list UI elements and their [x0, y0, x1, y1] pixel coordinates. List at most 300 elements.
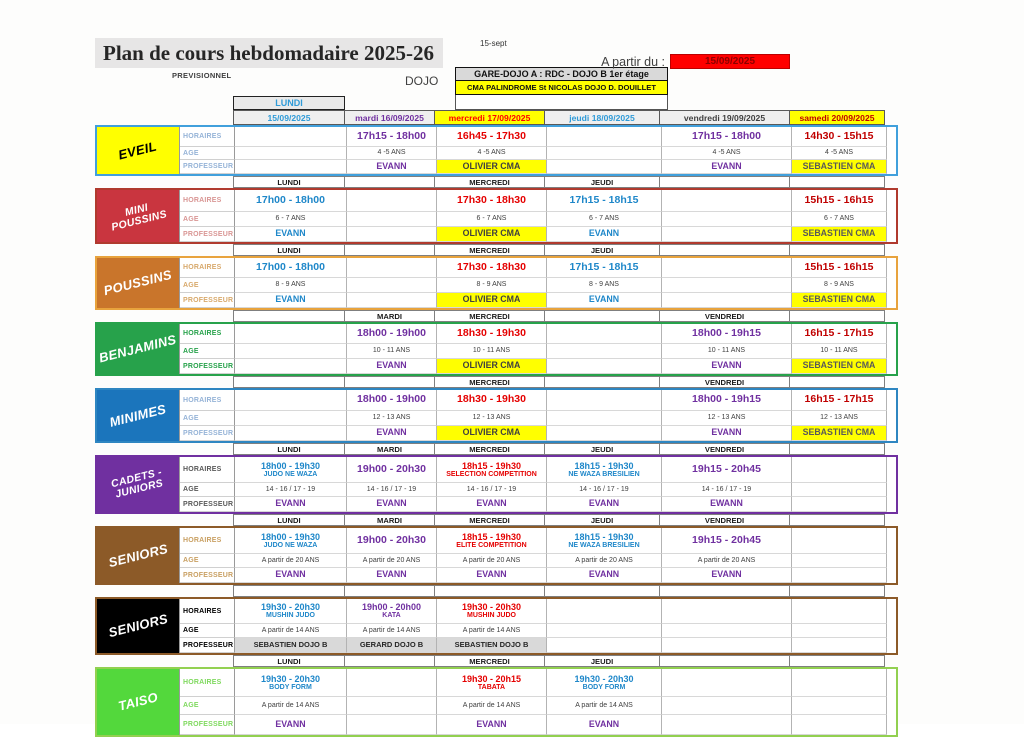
- strip-left-blank2: [178, 585, 233, 597]
- age-text: 10 - 11 ANS: [820, 347, 858, 355]
- strip-left-blank2: [178, 244, 233, 256]
- cell-eveil-jeudi-professeur: [547, 160, 662, 174]
- cell-minimes-samedi-professeur: SEBASTIEN CMA: [792, 426, 887, 441]
- row-label-eveil-horaires: HORAIRES: [180, 127, 235, 147]
- strip-cadets-juniors-samedi: [790, 443, 885, 455]
- cell-poussins-vendredi-professeur: [662, 293, 792, 308]
- cell-benjamins-lundi-professeur: [235, 359, 347, 374]
- strip-poussins-mercredi: MERCREDI: [435, 244, 545, 256]
- cell-seniors-mardi-horaires: [347, 528, 437, 554]
- row-label-mini-poussins-professeur: PROFESSEUR: [180, 227, 235, 242]
- cell-eveil-vendredi-age: [662, 147, 792, 160]
- cell-cadets-juniors-mardi-professeur: EVANN: [347, 497, 437, 512]
- age-text: 4 -5 ANS: [712, 149, 741, 157]
- group-label-seniors-dojo-b: [97, 599, 180, 653]
- cell-taiso-mercredi-age: [437, 697, 547, 715]
- strip-benjamins-mardi: MARDI: [345, 310, 435, 322]
- row-label-poussins-professeur: PROFESSEUR: [180, 293, 235, 308]
- session-time: 19h00 - 20h30: [357, 533, 426, 546]
- age-text: A partir de 14 ANS: [362, 626, 421, 634]
- cell-benjamins-mardi-age: [347, 344, 437, 359]
- cell-eveil-mardi-age: [347, 147, 437, 160]
- cell-seniors-dojo-b-samedi-professeur: [792, 638, 887, 653]
- strip-minimes-jeudi: [545, 376, 660, 388]
- strip-mini-poussins-vendredi: [660, 176, 790, 188]
- cell-cadets-juniors-lundi-horaires: [235, 457, 347, 483]
- age-text: 14 - 16 / 17 - 19: [701, 485, 752, 493]
- cell-taiso-samedi-age: [792, 697, 887, 715]
- cell-mini-poussins-lundi-professeur: EVANN: [235, 227, 347, 242]
- session-time: 19h30 - 20h30: [260, 673, 321, 684]
- location-empty-box: [455, 95, 668, 110]
- session-activity: JUDO NE WAZA: [263, 541, 318, 549]
- strip-poussins-mardi: [345, 244, 435, 256]
- cell-cadets-juniors-mercredi-professeur: EVANN: [437, 497, 547, 512]
- day-strip-poussins: [95, 244, 898, 256]
- cell-seniors-dojo-b-vendredi-professeur: [662, 638, 792, 653]
- group-block-eveil: [95, 125, 898, 176]
- row-label-cadets-juniors-professeur: PROFESSEUR: [180, 497, 235, 512]
- cell-seniors-dojo-b-vendredi-horaires: [662, 599, 792, 624]
- strip-mini-poussins-mercredi: MERCREDI: [435, 176, 545, 188]
- strip-poussins-samedi: [790, 244, 885, 256]
- strip-spacer: [885, 514, 898, 526]
- age-text: 14 - 16 / 17 - 19: [366, 485, 417, 493]
- cell-seniors-jeudi-horaires: [547, 528, 662, 554]
- cell-benjamins-mercredi-age: [437, 344, 547, 359]
- group-label-seniors: [97, 528, 180, 583]
- strip-left-blank: [95, 443, 178, 455]
- cell-mini-poussins-lundi-age: [235, 212, 347, 227]
- row-label-mini-poussins-horaires: HORAIRES: [180, 190, 235, 212]
- cell-cadets-juniors-vendredi-professeur: EWANN: [662, 497, 792, 512]
- group-block-mini-poussins: [95, 188, 898, 244]
- strip-seniors-dojo-b-samedi: [790, 585, 885, 597]
- row-label-taiso-horaires: HORAIRES: [180, 669, 235, 697]
- note-date: 15-sept: [480, 39, 507, 48]
- cell-benjamins-mercredi-professeur: OLIVIER CMA: [437, 359, 547, 374]
- cell-seniors-dojo-b-jeudi-age: [547, 624, 662, 638]
- cell-mini-poussins-vendredi-professeur: [662, 227, 792, 242]
- cell-poussins-vendredi-horaires: [662, 258, 792, 278]
- strip-seniors-dojo-b-lundi: [233, 585, 345, 597]
- cell-minimes-jeudi-horaires: [547, 390, 662, 411]
- row-label-eveil-professeur: PROFESSEUR: [180, 160, 235, 174]
- session-time: 17h30 - 18h30: [457, 260, 526, 273]
- row-label-seniors-dojo-b-professeur: PROFESSEUR: [180, 638, 235, 653]
- cell-poussins-mercredi-horaires: [437, 258, 547, 278]
- cell-seniors-dojo-b-mardi-horaires: [347, 599, 437, 624]
- block-right-spacer: [887, 390, 900, 441]
- start-date-box: 15/09/2025: [670, 54, 790, 69]
- monday-header-box: LUNDI: [233, 96, 345, 110]
- cell-mini-poussins-samedi-horaires: [792, 190, 887, 212]
- session-time: 19h15 - 20h45: [692, 533, 761, 546]
- strip-cadets-juniors-vendredi: VENDREDI: [660, 443, 790, 455]
- row-label-minimes-horaires: HORAIRES: [180, 390, 235, 411]
- day-strip-cadets-juniors: [95, 443, 898, 455]
- cell-seniors-dojo-b-mercredi-professeur: SEBASTIEN DOJO B: [437, 638, 547, 653]
- cell-mini-poussins-lundi-horaires: [235, 190, 347, 212]
- row-label-seniors-dojo-b-horaires: HORAIRES: [180, 599, 235, 624]
- strip-minimes-lundi: [233, 376, 345, 388]
- cell-eveil-vendredi-professeur: EVANN: [662, 160, 792, 174]
- col-header-jeudi: jeudi 18/09/2025: [545, 110, 660, 125]
- cell-cadets-juniors-lundi-professeur: EVANN: [235, 497, 347, 512]
- cell-mini-poussins-samedi-age: [792, 212, 887, 227]
- row-label-mini-poussins-age: AGE: [180, 212, 235, 227]
- row-label-benjamins-age: AGE: [180, 344, 235, 359]
- strip-spacer: [885, 176, 898, 188]
- cell-cadets-juniors-samedi-horaires: [792, 457, 887, 483]
- cell-eveil-jeudi-age: [547, 147, 662, 160]
- cell-eveil-lundi-professeur: [235, 160, 347, 174]
- session-time: 18h15 - 19h30: [461, 531, 522, 542]
- cell-cadets-juniors-lundi-age: [235, 483, 347, 497]
- col-header-mercredi: mercredi 17/09/2025: [435, 110, 545, 125]
- age-text: 12 - 13 ANS: [372, 414, 411, 422]
- cell-eveil-mercredi-horaires: [437, 127, 547, 147]
- location-line-1: GARE-DOJO A : RDC - DOJO B 1er étage: [455, 67, 668, 81]
- session-activity: ELITE COMPETITION: [456, 541, 527, 549]
- strip-cadets-juniors-jeudi: JEUDI: [545, 443, 660, 455]
- session-time: 18h30 - 19h30: [457, 393, 526, 406]
- group-label-text: CADETS - JUNIORS: [109, 466, 165, 502]
- strip-benjamins-lundi: [233, 310, 345, 322]
- cell-seniors-vendredi-age: [662, 554, 792, 568]
- strip-cadets-juniors-lundi: LUNDI: [233, 443, 345, 455]
- row-label-eveil-age: AGE: [180, 147, 235, 160]
- group-label-text: MINIMES: [108, 400, 168, 430]
- session-time: 18h00 - 19h00: [357, 393, 426, 406]
- cell-benjamins-lundi-age: [235, 344, 347, 359]
- group-label-eveil: [97, 127, 180, 174]
- cell-eveil-samedi-age: [792, 147, 887, 160]
- session-time: 19h00 - 20h30: [357, 462, 426, 475]
- session-time: 18h00 - 19h15: [692, 393, 761, 406]
- cell-taiso-mardi-horaires: [347, 669, 437, 697]
- strip-seniors-samedi: [790, 514, 885, 526]
- cell-mini-poussins-jeudi-horaires: [547, 190, 662, 212]
- age-text: A partir de 20 ANS: [575, 556, 633, 564]
- cell-eveil-jeudi-horaires: [547, 127, 662, 147]
- strip-taiso-mardi: [345, 655, 435, 667]
- strip-seniors-dojo-b-vendredi: [660, 585, 790, 597]
- cell-seniors-mardi-professeur: EVANN: [347, 568, 437, 583]
- cell-cadets-juniors-jeudi-age: [547, 483, 662, 497]
- cell-minimes-jeudi-professeur: [547, 426, 662, 441]
- cell-taiso-jeudi-age: [547, 697, 662, 715]
- age-text: 12 - 13 ANS: [472, 414, 511, 422]
- session-activity: KATA: [382, 612, 401, 620]
- age-text: A partir de 14 ANS: [261, 701, 320, 709]
- row-label-seniors-professeur: PROFESSEUR: [180, 568, 235, 583]
- row-label-seniors-age: AGE: [180, 554, 235, 568]
- row-label-benjamins-professeur: PROFESSEUR: [180, 359, 235, 374]
- cell-eveil-lundi-horaires: [235, 127, 347, 147]
- session-time: 18h15 - 19h30: [574, 531, 634, 542]
- col-header-vendredi: vendredi 19/09/2025: [660, 110, 790, 125]
- session-time: 17h15 - 18h00: [357, 129, 426, 142]
- cell-mini-poussins-mercredi-age: [437, 212, 547, 227]
- cell-minimes-lundi-horaires: [235, 390, 347, 411]
- cell-cadets-juniors-mercredi-age: [437, 483, 547, 497]
- row-label-seniors-horaires: HORAIRES: [180, 528, 235, 554]
- cell-seniors-jeudi-age: [547, 554, 662, 568]
- block-right-spacer: [887, 127, 900, 174]
- session-time: 17h15 - 18h00: [692, 129, 761, 142]
- age-text: A partir de 14 ANS: [462, 701, 521, 709]
- strip-mini-poussins-samedi: [790, 176, 885, 188]
- start-from-label: A partir du :: [601, 55, 665, 69]
- day-strip-minimes: [95, 376, 898, 388]
- age-text: A partir de 14 ANS: [462, 626, 521, 634]
- cell-taiso-lundi-horaires: [235, 669, 347, 697]
- strip-benjamins-samedi: [790, 310, 885, 322]
- strip-benjamins-mercredi: MERCREDI: [435, 310, 545, 322]
- session-time: 16h45 - 17h30: [457, 129, 526, 142]
- cell-benjamins-mardi-horaires: [347, 324, 437, 344]
- cell-benjamins-samedi-age: [792, 344, 887, 359]
- cell-seniors-dojo-b-lundi-age: [235, 624, 347, 638]
- session-time: 17h00 - 18h00: [256, 260, 325, 273]
- row-label-minimes-age: AGE: [180, 411, 235, 426]
- session-time: 17h00 - 18h00: [256, 193, 325, 206]
- session-time: 15h15 - 16h15: [804, 193, 874, 206]
- cell-minimes-samedi-horaires: [792, 390, 887, 411]
- strip-left-blank2: [178, 176, 233, 188]
- cell-eveil-mardi-professeur: EVANN: [347, 160, 437, 174]
- cell-minimes-mardi-age: [347, 411, 437, 426]
- row-label-poussins-age: AGE: [180, 278, 235, 293]
- age-text: 14 - 16 / 17 - 19: [265, 485, 316, 493]
- session-time: 18h15 - 19h30: [574, 460, 634, 471]
- age-text: 8 - 9 ANS: [589, 281, 619, 289]
- day-strip-benjamins: [95, 310, 898, 322]
- row-label-cadets-juniors-horaires: HORAIRES: [180, 457, 235, 483]
- group-label-benjamins: [97, 324, 180, 374]
- cell-seniors-dojo-b-samedi-horaires: [792, 599, 887, 624]
- cell-minimes-vendredi-horaires: [662, 390, 792, 411]
- cell-seniors-mercredi-horaires: [437, 528, 547, 554]
- cell-taiso-jeudi-professeur: EVANN: [547, 715, 662, 735]
- row-label-poussins-horaires: HORAIRES: [180, 258, 235, 278]
- cell-benjamins-mardi-professeur: EVANN: [347, 359, 437, 374]
- strip-left-blank2: [178, 376, 233, 388]
- group-label-text: SENIORS: [106, 611, 170, 641]
- cell-seniors-dojo-b-mardi-professeur: GERARD DOJO B: [347, 638, 437, 653]
- session-time: 18h00 - 19h15: [692, 326, 761, 339]
- session-time: 19h00 - 20h00: [361, 602, 422, 613]
- strip-left-blank: [95, 655, 178, 667]
- cell-mini-poussins-mardi-horaires: [347, 190, 437, 212]
- strip-minimes-samedi: [790, 376, 885, 388]
- block-right-spacer: [887, 669, 900, 735]
- cell-taiso-samedi-professeur: [792, 715, 887, 735]
- cell-cadets-juniors-vendredi-horaires: [662, 457, 792, 483]
- strip-taiso-vendredi: [660, 655, 790, 667]
- age-text: 8 - 9 ANS: [824, 281, 854, 289]
- cell-seniors-dojo-b-jeudi-horaires: [547, 599, 662, 624]
- cell-taiso-mardi-professeur: [347, 715, 437, 735]
- session-activity: NE WAZA BRESILIEN: [568, 470, 640, 478]
- strip-minimes-mercredi: MERCREDI: [435, 376, 545, 388]
- cell-minimes-mardi-professeur: EVANN: [347, 426, 437, 441]
- cell-seniors-samedi-horaires: [792, 528, 887, 554]
- session-activity: MUSHIN JUDO: [466, 612, 516, 620]
- cell-seniors-dojo-b-lundi-professeur: SEBASTIEN DOJO B: [235, 638, 347, 653]
- col-header-mardi: mardi 16/09/2025: [345, 110, 435, 125]
- strip-left-blank: [95, 514, 178, 526]
- group-block-benjamins: [95, 322, 898, 376]
- cell-benjamins-vendredi-horaires: [662, 324, 792, 344]
- group-label-text: SENIORS: [106, 540, 170, 570]
- age-text: 10 - 11 ANS: [472, 347, 511, 355]
- strip-poussins-vendredi: [660, 244, 790, 256]
- cell-seniors-samedi-professeur: [792, 568, 887, 583]
- group-label-text: BENJAMINS: [97, 331, 179, 366]
- cell-minimes-lundi-professeur: [235, 426, 347, 441]
- cell-seniors-dojo-b-lundi-horaires: [235, 599, 347, 624]
- strip-seniors-lundi: LUNDI: [233, 514, 345, 526]
- day-strip-mini-poussins: [95, 176, 898, 188]
- cell-minimes-mercredi-age: [437, 411, 547, 426]
- strip-benjamins-jeudi: [545, 310, 660, 322]
- strip-mini-poussins-lundi: LUNDI: [233, 176, 345, 188]
- date-row-spacer: [885, 110, 898, 125]
- cell-eveil-lundi-age: [235, 147, 347, 160]
- row-label-taiso-professeur: PROFESSEUR: [180, 715, 235, 735]
- cell-taiso-mercredi-horaires: [437, 669, 547, 697]
- group-block-poussins: [95, 256, 898, 310]
- age-text: 14 - 16 / 17 - 19: [579, 485, 629, 493]
- cell-seniors-vendredi-horaires: [662, 528, 792, 554]
- row-label-taiso-age: AGE: [180, 697, 235, 715]
- cell-seniors-jeudi-professeur: EVANN: [547, 568, 662, 583]
- cell-taiso-samedi-horaires: [792, 669, 887, 697]
- session-time: 16h15 - 17h15: [804, 393, 874, 406]
- cell-seniors-mercredi-age: [437, 554, 547, 568]
- cell-mini-poussins-vendredi-horaires: [662, 190, 792, 212]
- cell-taiso-vendredi-professeur: [662, 715, 792, 735]
- date-row-left-blank: [95, 110, 178, 125]
- group-label-poussins: [97, 258, 180, 308]
- age-text: 8 - 9 ANS: [275, 281, 306, 289]
- strip-spacer: [885, 244, 898, 256]
- cell-minimes-mercredi-horaires: [437, 390, 547, 411]
- cell-cadets-juniors-vendredi-age: [662, 483, 792, 497]
- session-time: 18h00 - 19h30: [260, 460, 321, 471]
- age-text: 8 - 9 ANS: [476, 281, 507, 289]
- age-text: 10 - 11 ANS: [372, 347, 411, 355]
- schedule-table: [95, 110, 898, 737]
- cell-benjamins-lundi-horaires: [235, 324, 347, 344]
- session-time: 18h15 - 19h30: [461, 460, 522, 471]
- strip-seniors-dojo-b-mercredi: [435, 585, 545, 597]
- session-time: 18h00 - 19h30: [260, 531, 321, 542]
- cell-poussins-mercredi-age: [437, 278, 547, 293]
- cell-cadets-juniors-samedi-professeur: [792, 497, 887, 512]
- col-header-lundi: 15/09/2025: [233, 110, 345, 125]
- group-block-seniors-dojo-b: [95, 597, 898, 655]
- cell-seniors-dojo-b-mercredi-age: [437, 624, 547, 638]
- strip-left-blank: [95, 244, 178, 256]
- session-time: 19h30 - 20h30: [574, 673, 634, 684]
- cell-cadets-juniors-mercredi-horaires: [437, 457, 547, 483]
- strip-left-blank2: [178, 310, 233, 322]
- group-label-minimes: [97, 390, 180, 441]
- block-right-spacer: [887, 457, 900, 512]
- cell-benjamins-mercredi-horaires: [437, 324, 547, 344]
- cell-benjamins-jeudi-age: [547, 344, 662, 359]
- session-activity: SELECTION COMPETITION: [446, 470, 537, 478]
- cell-poussins-mardi-age: [347, 278, 437, 293]
- group-block-minimes: [95, 388, 898, 443]
- cell-cadets-juniors-jeudi-professeur: EVANN: [547, 497, 662, 512]
- session-activity: JUDO NE WAZA: [263, 470, 318, 478]
- session-time: 19h30 - 20h30: [260, 602, 321, 613]
- age-text: A partir de 14 ANS: [261, 626, 320, 634]
- cell-taiso-vendredi-horaires: [662, 669, 792, 697]
- age-text: A partir de 20 ANS: [462, 556, 521, 564]
- age-text: 12 - 13 ANS: [820, 414, 858, 422]
- cell-benjamins-jeudi-professeur: [547, 359, 662, 374]
- group-label-taiso: [97, 669, 180, 735]
- cell-poussins-mardi-professeur: [347, 293, 437, 308]
- strip-spacer: [885, 310, 898, 322]
- group-label-text: POUSSINS: [102, 266, 174, 299]
- cell-poussins-samedi-horaires: [792, 258, 887, 278]
- strip-spacer: [885, 585, 898, 597]
- strip-minimes-vendredi: VENDREDI: [660, 376, 790, 388]
- strip-mini-poussins-jeudi: JEUDI: [545, 176, 660, 188]
- block-right-spacer: [887, 258, 900, 308]
- cell-mini-poussins-jeudi-age: [547, 212, 662, 227]
- group-label-text: TAISO: [116, 689, 160, 714]
- strip-seniors-vendredi: VENDREDI: [660, 514, 790, 526]
- cell-seniors-vendredi-professeur: EVANN: [662, 568, 792, 583]
- session-time: 19h30 - 20h30: [461, 602, 522, 613]
- cell-cadets-juniors-mardi-age: [347, 483, 437, 497]
- group-label-mini-poussins: [97, 190, 180, 242]
- cell-benjamins-vendredi-age: [662, 344, 792, 359]
- cell-poussins-lundi-professeur: EVANN: [235, 293, 347, 308]
- cell-poussins-vendredi-age: [662, 278, 792, 293]
- age-text: A partir de 20 ANS: [362, 556, 421, 564]
- cell-cadets-juniors-mardi-horaires: [347, 457, 437, 483]
- cell-seniors-dojo-b-vendredi-age: [662, 624, 792, 638]
- cell-seniors-samedi-age: [792, 554, 887, 568]
- age-text: 4 -5 ANS: [477, 149, 506, 157]
- cell-taiso-lundi-professeur: EVANN: [235, 715, 347, 735]
- cell-seniors-mercredi-professeur: EVANN: [437, 568, 547, 583]
- session-activity: BODY FORM: [269, 683, 312, 691]
- cell-seniors-mardi-age: [347, 554, 437, 568]
- session-time: 18h00 - 19h00: [357, 326, 426, 339]
- cell-mini-poussins-mardi-professeur: [347, 227, 437, 242]
- cell-eveil-samedi-professeur: SEBASTIEN CMA: [792, 160, 887, 174]
- cell-taiso-vendredi-age: [662, 697, 792, 715]
- cell-mini-poussins-vendredi-age: [662, 212, 792, 227]
- strip-left-blank2: [178, 655, 233, 667]
- block-right-spacer: [887, 324, 900, 374]
- cell-seniors-dojo-b-samedi-age: [792, 624, 887, 638]
- block-right-spacer: [887, 599, 900, 653]
- session-activity: TABATA: [477, 683, 506, 691]
- dojo-label: DOJO: [405, 74, 439, 88]
- age-text: 6 - 7 ANS: [275, 215, 306, 223]
- col-header-samedi: samedi 20/09/2025: [790, 110, 885, 125]
